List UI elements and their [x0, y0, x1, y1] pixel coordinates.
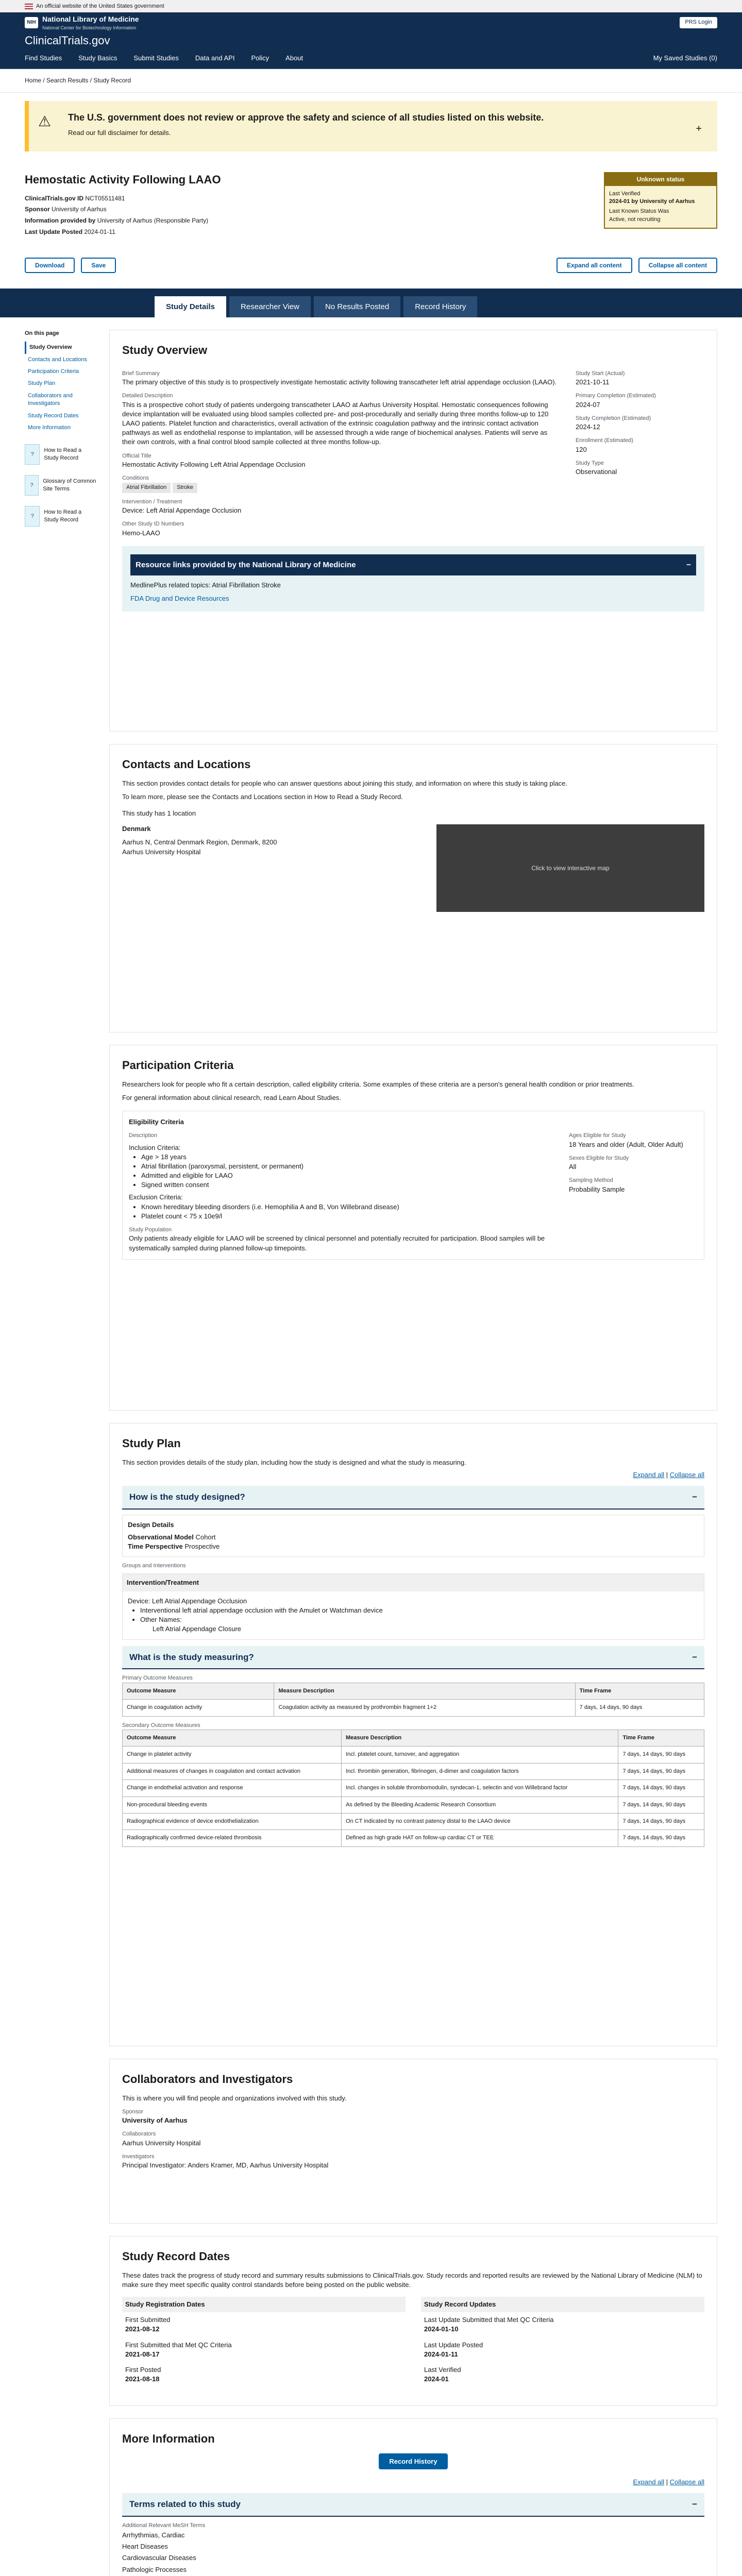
primary-completion-value: 2024-07 — [576, 400, 600, 409]
sampling-label: Sampling Method — [569, 1177, 613, 1184]
date-label: Last Update Posted — [424, 2341, 483, 2349]
detailed-description: This is a prospective cohort study of patients undergoing transcatheter LAAO at Aarhus University Hospital. Hemostatic consequences following device implantation will be evaluated using blood samples collected pre- and post-procedurally and serially during three months follow-up to 120 LAAO patients. Platelet function and characteristics, overall activation of the extrinsic coagulation pathway and the intrinsic contact activation pathways as well as endothelial response to implantation, will be assessed through a wide range of biochemical analyses. Patients will serve as their own controls, with a final control blood sample collected at three months follow-up. — [122, 400, 549, 446]
mesh-term: Heart Diseases — [122, 2543, 168, 2551]
table-cell: Radiographically confirmed device-related thrombosis — [123, 1830, 342, 1846]
table-row — [123, 1813, 704, 1829]
nlm-bar — [0, 12, 742, 33]
date-row — [122, 2362, 406, 2387]
collab-sponsor: University of Aarhus — [122, 2116, 188, 2125]
table-row — [123, 1747, 704, 1763]
enrollment-label: Enrollment (Estimated) — [576, 437, 633, 444]
sponsor-label: Sponsor — [25, 206, 50, 213]
nct-id-label: ClinicalTrials.gov ID — [25, 194, 84, 202]
nct-id: NCT05511481 — [85, 194, 125, 202]
table-cell: Coagulation activity as measured by prothrombin fragment 1+2 — [274, 1700, 575, 1716]
location-count: This study has 1 location — [122, 809, 196, 817]
table-header: Outcome Measure — [123, 1683, 274, 1699]
table-cell: Defined as high grade HAT on follow-up cardiac CT or TEE — [342, 1830, 618, 1846]
mesh-label: Additional Relevant MeSH Terms — [122, 2522, 206, 2529]
table-row — [123, 1700, 704, 1716]
table-cell: As defined by the Bleeding Academic Research Consortium — [342, 1797, 618, 1813]
inclusion-item: • Age > 18 years — [141, 1153, 553, 1162]
medlineplus-links[interactable]: MedlinePlus related topics: Atrial Fibrillation Stroke — [130, 581, 281, 589]
location-map[interactable] — [436, 824, 704, 912]
more-information: More Information Record History Expand all | Collapse all Terms related to this study − Additional Relevant MeSH Terms Arrhythmias, Cardiac Heart Diseases Cardiovascular Diseases Pathologic Processes — [109, 2418, 717, 2576]
age-label: Ages Eligible for Study — [569, 1132, 626, 1139]
sex-value: All — [569, 1163, 577, 1171]
official-title: Hemostatic Activity Following Left Atrial Appendage Occlusion — [122, 460, 306, 468]
nlm-name: National Library of Medicine — [42, 14, 139, 23]
help-box[interactable] — [25, 506, 97, 527]
table-cell: 7 days, 14 days, 90 days — [618, 1830, 704, 1846]
site-name: Aarhus University Hospital — [122, 848, 201, 856]
condition-tag[interactable]: Stroke — [173, 483, 197, 493]
table-header: Measure Description — [342, 1730, 618, 1747]
help-label: Glossary of Common Site Terms — [43, 478, 96, 493]
other-id-value: Hemo-LAAO — [122, 529, 160, 537]
help-icon: ? — [25, 506, 40, 527]
minus-icon: − — [692, 1652, 697, 1662]
population-label: Study Population — [129, 1227, 172, 1233]
status-header: Unknown status — [605, 173, 716, 186]
more-collapse-link[interactable]: Collapse all — [669, 2478, 704, 2486]
collab-desc: This is where you will find people and organizations involved with this study. — [122, 2094, 347, 2102]
us-flag-icon — [25, 4, 33, 9]
help-icon: ? — [25, 444, 40, 465]
table-cell: Incl. platelet count, turnover, and aggregation — [342, 1747, 618, 1763]
inclusion-label: Inclusion Criteria: — [129, 1143, 181, 1151]
collab-sponsor-label: Sponsor — [122, 2108, 143, 2115]
content-wrap — [0, 317, 742, 2576]
exclusion-label: Exclusion Criteria: — [129, 1193, 183, 1201]
more-expand-link[interactable]: Expand all — [633, 2478, 665, 2486]
tab-2[interactable]: No Results Posted — [314, 296, 400, 317]
nav-item[interactable]: Submit Studies — [133, 54, 179, 62]
primary-outcomes-table — [122, 1683, 704, 1717]
detail-label: Detailed Description — [122, 393, 173, 399]
table-header: Measure Description — [274, 1683, 575, 1699]
prs-login-button[interactable]: PRS Login — [680, 17, 717, 28]
study-overview — [109, 330, 717, 732]
inclusion-item: • Atrial fibrillation (paroxysmal, persistent, or permanent) — [141, 1162, 553, 1171]
ctgov-logo[interactable] — [25, 33, 110, 49]
help-label: How to Read a Study Record — [44, 509, 82, 523]
sidebar-title: On this page — [25, 330, 59, 336]
collapse-all-button[interactable]: Collapse all content — [638, 258, 717, 273]
registration-heading: Study Registration Dates — [122, 2297, 406, 2312]
intervention-value: Device: Left Atrial Appendage Occlusion — [122, 506, 242, 515]
design-details: Design Details — [128, 1520, 174, 1529]
record-dates — [109, 2236, 717, 2406]
contacts-locations — [109, 744, 717, 1032]
disclaimer-alert — [25, 101, 717, 151]
tp-value: Prospective — [184, 1543, 220, 1551]
exclusion-item: • Known hereditary bleeding disorders (i.e. Hemophilia A and B, Von Willebrand disease) — [141, 1202, 553, 1212]
collab-title: Collaborators and Investigators — [122, 2072, 293, 2086]
design-heading: How is the study designed? — [129, 1492, 245, 1502]
table-header: Time Frame — [575, 1683, 704, 1699]
table-cell: Non-procedural bleeding events — [123, 1797, 342, 1813]
other-id-label: Other Study ID Numbers — [122, 521, 184, 528]
date-value: 2024-01-10 — [424, 2325, 459, 2333]
condition-tag[interactable]: Atrial Fibrillation — [122, 483, 171, 493]
save-button[interactable]: Save — [81, 258, 116, 273]
status-v1: 2024-01 by University of Aarhus — [609, 198, 695, 205]
warning-icon: ⚠ — [38, 113, 52, 129]
sidebar-item[interactable]: Study Record Dates — [28, 412, 79, 419]
nlm-logo[interactable] — [25, 14, 139, 31]
device-name: Device: Left Atrial Appendage Occlusion — [128, 1597, 247, 1605]
table-cell: 7 days, 14 days, 90 days — [618, 1747, 704, 1763]
tp-label: Time Perspective — [128, 1543, 183, 1551]
participation-criteria — [109, 1045, 717, 1411]
population-value: Only patients already eligible for LAAO will be screened by clinical personnel and potentially recruited for participation. Blood samples will be systematically sampled during planned follow-up timepoints. — [129, 1234, 545, 1252]
investigator-label: Investigators — [122, 2153, 155, 2160]
terms-accordion[interactable] — [122, 2493, 704, 2517]
table-header: Outcome Measure — [123, 1730, 342, 1747]
table-cell: 7 days, 14 days, 90 days — [618, 1780, 704, 1797]
collab-label: Collaborators — [122, 2131, 156, 2138]
updates-heading: Study Record Updates — [421, 2297, 704, 2312]
study-tabs — [0, 289, 742, 317]
criteria-p2[interactable]: For general information about clinical research, read Learn About Studies. — [122, 1093, 341, 1101]
collaborators — [109, 2059, 717, 2224]
date-value: 2021-08-18 — [125, 2375, 160, 2383]
date-label: First Posted — [125, 2365, 161, 2374]
info-value: University of Aarhus (Responsible Party) — [97, 217, 209, 225]
measure-accordion[interactable] — [122, 1646, 704, 1670]
date-row — [421, 2337, 704, 2362]
table-row — [123, 1763, 704, 1780]
nav-item[interactable]: Study Basics — [78, 54, 117, 62]
brief-label: Brief Summary — [122, 370, 160, 377]
table-cell: Change in platelet activity — [123, 1747, 342, 1763]
enrollment-value: 120 — [576, 445, 587, 453]
contacts-p1: This section provides contact details for people who can answer questions about joining this study, and information on where this study is taking place. — [122, 779, 568, 787]
info-label: Information provided by — [25, 217, 96, 225]
sampling-value: Probability Sample — [569, 1185, 625, 1193]
sidebar-item[interactable]: More Information — [28, 424, 71, 431]
sidebar-item[interactable]: Study Overview — [25, 342, 97, 353]
table-cell: Incl. changes in soluble thrombomodulin, syndecan-1, selectin and von Willebrand factor — [342, 1780, 618, 1797]
primary-outcome-label: Primary Outcome Measures — [122, 1675, 193, 1682]
expand-icon[interactable]: + — [696, 123, 702, 134]
date-label: First Submitted — [125, 2316, 171, 2324]
dates-title: Study Record Dates — [122, 2249, 230, 2263]
date-row — [122, 2337, 406, 2362]
completion-label: Study Completion (Estimated) — [576, 415, 651, 421]
expand-all-button[interactable]: Expand all content — [556, 258, 632, 273]
sponsor-value: University of Aarhus — [52, 206, 107, 213]
collab-value: Aarhus University Hospital — [122, 2139, 201, 2147]
contacts-p2[interactable]: To learn more, please see the Contacts and Locations section in How to Read a Study Record. — [122, 792, 403, 801]
date-row — [421, 2312, 704, 2337]
start-value: 2021-10-11 — [576, 378, 610, 386]
om-label: Observational Model — [128, 1533, 194, 1541]
minus-icon: − — [692, 2499, 697, 2509]
eligibility-box — [122, 1111, 704, 1260]
sidebar-item[interactable]: Contacts and Locations — [28, 356, 87, 363]
table-cell: 7 days, 14 days, 90 days — [618, 1763, 704, 1780]
study-plan: Study Plan This section provides details of the study plan, including how the study is designed and what the study is measuring. Expand all | Collapse all How is the study designed? − Design Details Observational Model Cohort Time Perspective Prospective Groups and Interventions Intervention/Treatment Device: Left Atrial Appendage Occlusion • Interventional left atrial appendage occlusion with the Amulet or Watchman device • Other Names: Left Atrial Appendage Closure What is the study measuring? − Primary Outcome Measures Outcome Measure Measure Description Time Frame Change in coagulation activity Coagulation activity as measured by prothrombin fragment 1+2 7 days, 14 days, 90 days Secondary Outcome Measures Outcome Measure Measure Description Time Frame Change in platelet activity Incl. platelet count, turnover, and aggregation 7 days, 14 days, 90 days Additional measures of changes in coagulation and contact activation Incl. thrombin generation, fibrinogen, d-dimer and coagulation factors 7 days, 14 days, 90 days Change in endothelial activation and response Incl. changes in soluble thrombomodulin, syndecan-1, selectin and von Willebrand factor 7 days, 14 days, 90 days Non-procedural bleeding events As defined by the Bleeding Academic Research Consortium 7 days, 14 days, 90 days Radiographical evidence of device endothelialization On CT indicated by no contrast patency distal to the LAAO device 7 days, 14 days, 90 days Radiographically confirmed device-related thrombosis Defined as high grade HAT on follow-up cardiac CT or TEE 7 days, 14 days, 90 days — [109, 1423, 717, 2046]
date-value: 2021-08-17 — [125, 2350, 160, 2358]
action-row — [25, 258, 717, 273]
resource-links — [122, 546, 704, 612]
table-cell: 7 days, 14 days, 90 days — [618, 1797, 704, 1813]
status-box — [604, 172, 717, 229]
sex-label: Sexes Eligible for Study — [569, 1155, 629, 1161]
nih-logo-icon: NIH — [25, 17, 38, 28]
table-cell: Change in endothelial activation and response — [123, 1780, 342, 1797]
disclaimer-body[interactable]: Read our full disclaimer for details. — [68, 128, 171, 137]
gov-banner-text: An official website of the United States government — [36, 3, 164, 9]
help-icon: ? — [25, 475, 39, 496]
official-label: Official Title — [122, 452, 151, 459]
sidebar-item[interactable]: Collaborators and Investigators — [28, 392, 73, 407]
update-value: 2024-01-11 — [84, 228, 115, 235]
date-value: 2024-01-11 — [424, 2350, 458, 2358]
breadcrumb[interactable]: Home / Search Results / Study Record — [0, 69, 742, 93]
ctgov-bar — [0, 33, 742, 48]
site-address: Aarhus N, Central Denmark Region, Denmark, 8200 — [122, 838, 277, 846]
date-label: Last Verified — [424, 2365, 461, 2374]
main-content — [109, 330, 717, 2576]
update-label: Last Update Posted — [25, 228, 83, 235]
intervention-heading: Intervention/Treatment — [123, 1574, 704, 1591]
secondary-outcome-label: Secondary Outcome Measures — [122, 1722, 200, 1728]
date-value: 2024-01 — [424, 2375, 449, 2383]
plan-expand-link[interactable]: Expand all — [633, 1470, 665, 1479]
sidebar-item[interactable]: Participation Criteria — [28, 368, 79, 375]
table-cell: 7 days, 14 days, 90 days — [575, 1700, 704, 1716]
map-label: Click to view interactive map — [531, 864, 610, 872]
table-cell: Change in coagulation activity — [123, 1700, 274, 1716]
table-row — [123, 1780, 704, 1797]
mesh-term: Cardiovascular Diseases — [122, 2554, 196, 2562]
more-title: More Information — [122, 2432, 215, 2445]
brief-summary: The primary objective of this study is to prospectively investigate hemostatic activity following transcatheter left atrial appendage occlusion (LAAO). — [122, 378, 557, 386]
date-label: Last Update Submitted that Met QC Criteria — [424, 2316, 554, 2324]
date-row — [421, 2362, 704, 2387]
minus-icon[interactable]: − — [686, 561, 691, 570]
device-desc: • Interventional left atrial appendage occlusion with the Amulet or Watchman device — [140, 1606, 699, 1615]
table-cell: 7 days, 14 days, 90 days — [618, 1813, 704, 1829]
main-nav — [0, 48, 742, 69]
table-cell: Additional measures of changes in coagulation and contact activation — [123, 1763, 342, 1780]
help-label: How to Read a Study Record — [44, 447, 82, 462]
table-row — [123, 1830, 704, 1846]
status-l2: Last Known Status Was — [609, 208, 669, 215]
minus-icon: − — [692, 1492, 697, 1502]
table-cell: On CT indicated by no contrast patency distal to the LAAO device — [342, 1813, 618, 1829]
inclusion-item: • Admitted and eligible for LAAO — [141, 1171, 553, 1180]
sidebar — [25, 330, 97, 2576]
conditions-label: Conditions — [122, 475, 149, 482]
nav-item[interactable]: Policy — [251, 54, 269, 62]
overview-title: Study Overview — [122, 343, 208, 357]
tab-3[interactable]: Record History — [403, 296, 477, 317]
plan-desc: This section provides details of the study plan, including how the study is designed and what the study is measuring. — [122, 1458, 466, 1466]
criteria-p1: Researchers look for people who fit a certain description, called eligibility criteria. Some examples of these criteria are a person's general health condition or prior treatments. — [122, 1080, 634, 1088]
country: Denmark — [122, 825, 151, 833]
tab-1[interactable]: Researcher View — [229, 296, 311, 317]
start-label: Study Start (Actual) — [576, 370, 625, 377]
record-history-button[interactable]: Record History — [379, 2453, 447, 2469]
study-header — [0, 160, 742, 289]
ctgov-logo-suffix: .gov — [88, 33, 110, 47]
date-value: 2021-08-12 — [125, 2325, 160, 2333]
secondary-outcomes-table — [122, 1730, 704, 1847]
status-v2: Active, not recruiting — [609, 216, 661, 223]
disclaimer-title: The U.S. government does not review or approve the safety and science of all studies listed on this website. — [68, 112, 544, 123]
design-accordion[interactable] — [122, 1486, 704, 1510]
mesh-term: Arrhythmias, Cardiac — [122, 2531, 185, 2539]
om-value: Cohort — [195, 1533, 216, 1541]
help-box[interactable] — [25, 444, 97, 465]
eligibility-title: Eligibility Criteria — [129, 1117, 184, 1126]
table-cell: Incl. thrombin generation, fibrinogen, d-dimer and coagulation factors — [342, 1763, 618, 1780]
date-label: First Submitted that Met QC Criteria — [125, 2341, 232, 2349]
nav-item[interactable]: Find Studies — [25, 54, 62, 62]
download-button[interactable]: Download — [25, 258, 75, 273]
nlm-sub: National Center for Biotechnology Information — [42, 25, 137, 30]
nav-item[interactable]: About — [285, 54, 303, 62]
update-row — [25, 228, 717, 236]
exclusion-item: • Platelet count < 75 x 10e9/l — [141, 1212, 553, 1221]
inclusion-item: • Signed written consent — [141, 1180, 553, 1190]
fda-link[interactable]: FDA Drug and Device Resources — [130, 595, 229, 603]
dates-desc: These dates track the progress of study record and summary results submissions to ClinicalTrials.gov. Study records and reported results are reviewed by the National Library of Medicine (NLM) to make sure they meet specific quality control standards before being posted on the public website. — [122, 2271, 702, 2289]
ctgov-logo-name: ClinicalTrials — [25, 33, 89, 47]
table-header: Time Frame — [618, 1730, 704, 1747]
desc-label: Description — [129, 1132, 158, 1139]
groups-label: Groups and Interventions — [122, 1563, 186, 1569]
resource-title: Resource links provided by the National Library of Medicine — [136, 561, 356, 570]
measure-heading: What is the study measuring? — [129, 1652, 254, 1662]
mesh-term: Pathologic Processes — [122, 2565, 187, 2573]
age-value: 18 Years and older (Adult, Older Adult) — [569, 1140, 683, 1148]
type-label: Study Type — [576, 460, 604, 466]
criteria-title: Participation Criteria — [122, 1058, 234, 1072]
study-title: Hemostatic Activity Following LAAO — [25, 173, 221, 186]
contacts-title: Contacts and Locations — [122, 757, 251, 771]
gov-banner — [0, 0, 742, 12]
plan-collapse-link[interactable]: Collapse all — [669, 1470, 704, 1479]
status-l1: Last Verified — [609, 190, 640, 197]
other-names-label: • Other Names: — [140, 1615, 699, 1624]
date-row — [122, 2312, 406, 2337]
nav-item[interactable]: Data and API — [195, 54, 235, 62]
primary-completion-label: Primary Completion (Estimated) — [576, 393, 656, 399]
investigator-value: Principal Investigator: Anders Kramer, MD, Aarhus University Hospital — [122, 2161, 329, 2170]
plan-title: Study Plan — [122, 1436, 181, 1450]
completion-value: 2024-12 — [576, 423, 600, 431]
table-cell: Radiographical evidence of device endothelialization — [123, 1813, 342, 1829]
sidebar-item[interactable]: Study Plan — [28, 380, 56, 387]
terms-heading: Terms related to this study — [129, 2499, 241, 2509]
tab-0[interactable]: Study Details — [155, 296, 226, 317]
table-row — [123, 1797, 704, 1813]
other-names-value: Left Atrial Appendage Closure — [153, 1625, 242, 1633]
type-value: Observational — [576, 468, 617, 476]
help-box[interactable] — [25, 475, 97, 496]
saved-studies-link[interactable]: My Saved Studies (0) — [653, 54, 717, 62]
intervention-label: Intervention / Treatment — [122, 498, 182, 505]
